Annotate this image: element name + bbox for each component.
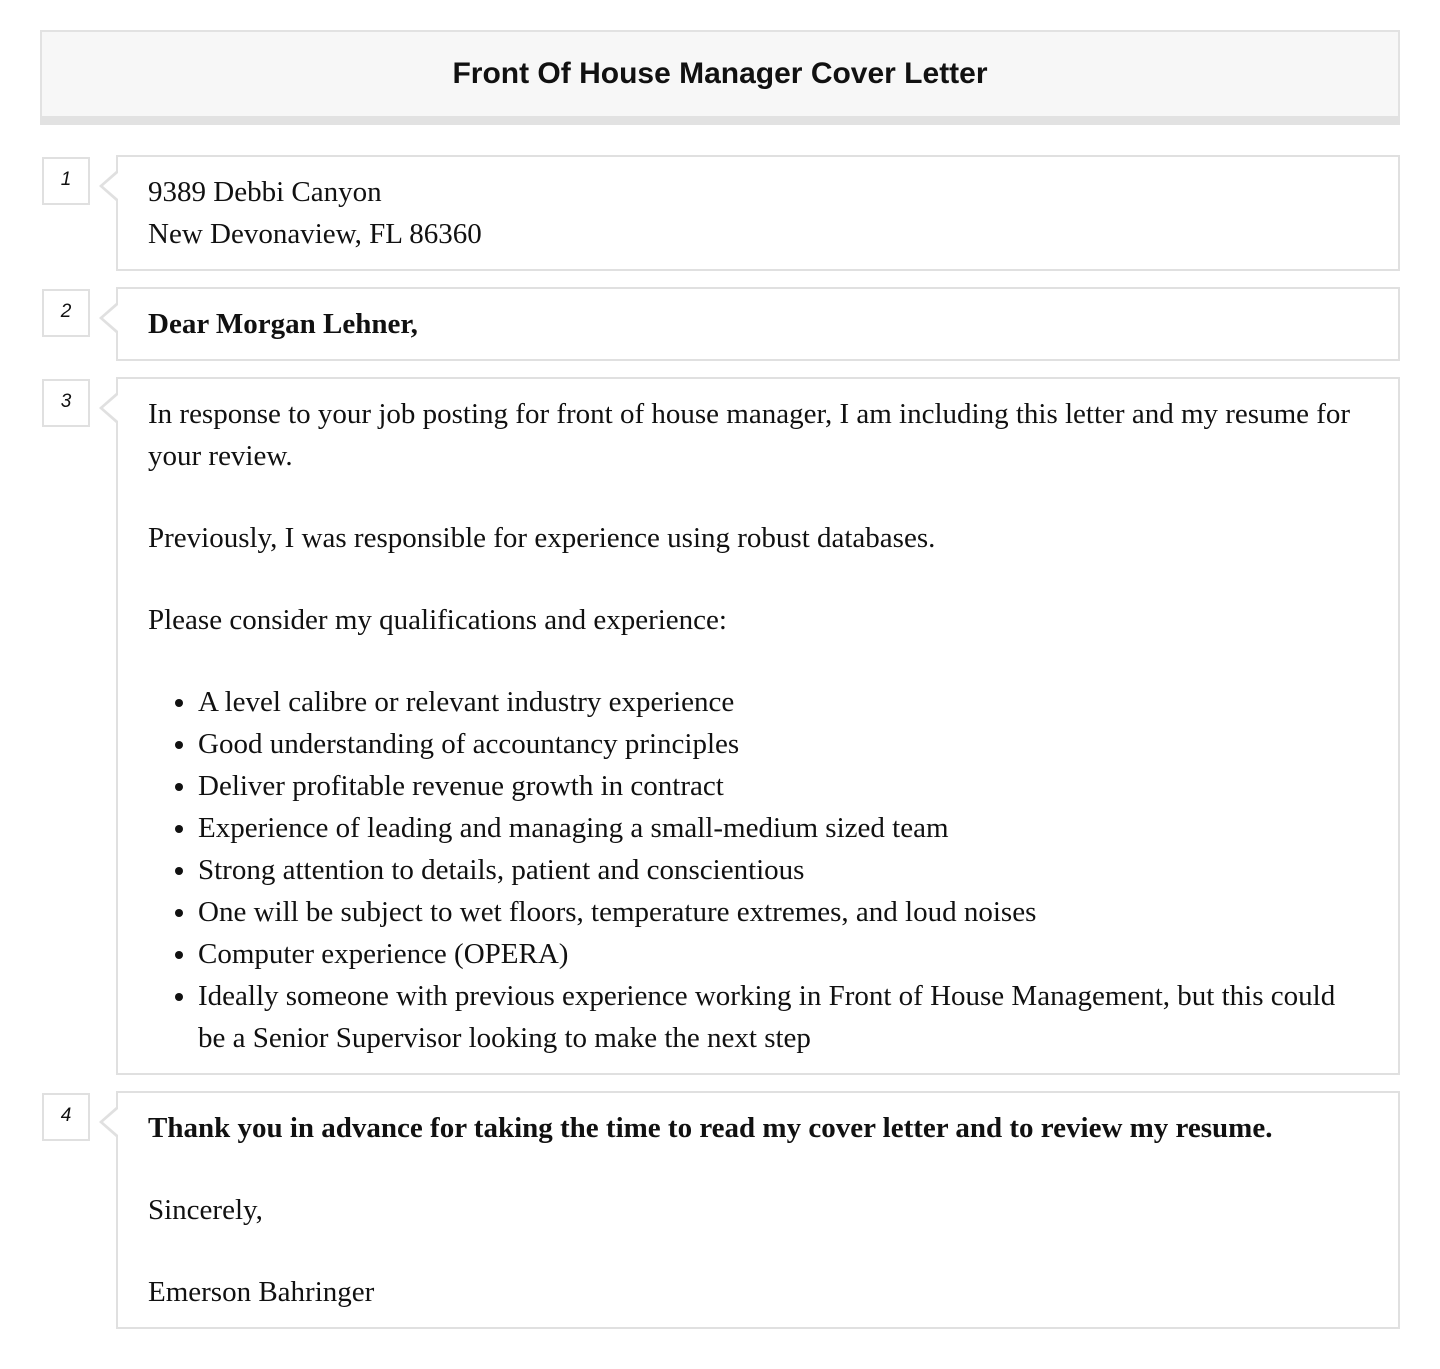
address-line-1: 9389 Debbi Canyon — [148, 176, 382, 208]
section-number: 4 — [42, 1093, 90, 1141]
body-box — [116, 377, 1400, 1075]
closing-phrase: Sincerely, — [148, 1194, 263, 1226]
list-item: One will be subject to wet floors, temperature extremes, and loud noises — [198, 891, 1368, 933]
qualifications-list — [148, 681, 1368, 1059]
lead-in-paragraph: Please consider my qualifications and experience: — [148, 604, 727, 636]
list-item: Ideally someone with previous experience working in Front of House Management, but this could be a Senior Supervisor looking to make the next step — [198, 975, 1368, 1059]
list-item: Deliver profitable revenue growth in contract — [198, 765, 1368, 807]
section-number: 3 — [42, 379, 90, 427]
previous-paragraph: Previously, I was responsible for experience using robust databases. — [148, 522, 936, 554]
salutation: Dear Morgan Lehner, — [148, 308, 418, 340]
intro-paragraph: In response to your job posting for front of house manager, I am including this letter and my resume for your review. — [148, 398, 1351, 472]
list-item: Strong attention to details, patient and conscientious — [198, 849, 1368, 891]
section-number: 1 — [42, 157, 90, 205]
list-item: Good understanding of accountancy principles — [198, 723, 1368, 765]
page-title: Front Of House Manager Cover Letter — [452, 57, 988, 90]
section-number: 2 — [42, 289, 90, 337]
list-item: Computer experience (OPERA) — [198, 933, 1368, 975]
closing-box — [116, 1091, 1400, 1329]
signature: Emerson Bahringer — [148, 1276, 375, 1308]
list-item: A level calibre or relevant industry experience — [198, 681, 1368, 723]
thanks-paragraph: Thank you in advance for taking the time to read my cover letter and to review my resume. — [148, 1112, 1273, 1144]
address-box — [116, 155, 1400, 271]
salutation-box — [116, 287, 1400, 361]
list-item: Experience of leading and managing a small-medium sized team — [198, 807, 1368, 849]
title-bar — [40, 30, 1400, 125]
address-line-2: New Devonaview, FL 86360 — [148, 218, 482, 250]
